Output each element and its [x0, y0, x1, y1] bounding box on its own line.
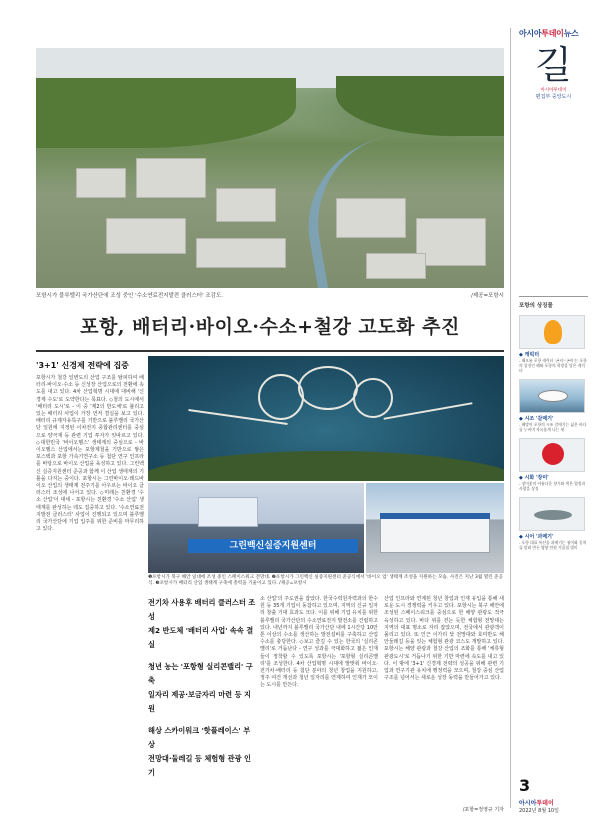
article-mid-body: 소 산업'의 주도권을 잡았다. 한국수력원자력과의 한수원 등 35개 기업이 동참하고 있으며, 지역의 신규 일자리 창출 기대 효과도 크다. 이를 위해 기업 유치를 위한 블루밸리 국가산단의 수소연료전지 발전소를 건립하고 있다. 내년까지 블루밸리 국가산단 내에 1시간당 10만톤 이상의 수소를 생산하는 발전설비를 구축하고 산업 수소를 충당한다. ◇보고 즐길 수 있는 한국의 '실리콘밸리'로 거듭난다 - 연구 성과를 극대화하고 젊은 인재들이 정착할 수 있도록 포항시는 '포항형 실리콘밸리'를 조성한다. 4차 산업혁명 시대에 발맞춰 바이오·전기차·배터리 등 첨단 분야의 청년 창업을 지원하고, 정주 여건 개선과 청년 일자리를 연계하여 인재가 모이는 도시를 만든다. — [260, 596, 378, 689]
mid-head-line: 일자리 제공·보금자리 마련 등 지원 — [148, 690, 252, 713]
hero-photo-hydrogen-cluster — [36, 48, 504, 288]
photo-battery-facility — [366, 483, 504, 573]
symbol-item — [519, 315, 588, 373]
symbol-title: ◆ 캐릭터 — [519, 352, 540, 358]
hero-caption-text: 포항시가 블루밸리 국가산단에 조성 중인 '수소연료전지발전 클러스터' 조감도. — [36, 293, 224, 299]
symbol-title: ◆ 시조 '갈매기' — [519, 416, 554, 422]
photo-space-walk — [148, 356, 504, 481]
fish-icon — [519, 497, 585, 531]
article-left-column — [36, 360, 144, 533]
mid-head-line: 전기차 사용후 배터리 클러스터 조성 — [148, 598, 256, 621]
article-byline: /포항=정영규 기자 — [462, 807, 504, 813]
article-subhead: '3+1' 신경제 전략에 집중 — [36, 361, 129, 370]
symbol-text: - 해오름 포항 캐릭터 '곤지'·'곤이'는 포항의 상징인 해와 포항의 희망을 담은 캐릭터 — [519, 358, 587, 373]
article-right-column — [384, 596, 504, 682]
photo-green-vaccine-ceremony — [148, 483, 364, 573]
river — [294, 125, 478, 288]
character-icon — [519, 315, 585, 349]
symbol-item — [519, 497, 588, 550]
symbol-text: - 해맞이 포항의 시조 갈매기는 넓은 바다를 누비며 자유롭게 나는 새 — [519, 422, 587, 432]
mid-head-line: 해상 스카이워크 '핫플레이스' 부상 — [148, 726, 251, 749]
footer-paper-accent: 투데이 — [536, 800, 554, 807]
lower-caption-credit: /제공=포항시 — [279, 581, 307, 586]
symbol-item — [519, 438, 588, 491]
hero-caption-credit: /제공=포항시 — [470, 293, 504, 299]
mid-head-line: 제2 반도체 '배터리 사업' 속속 결실 — [148, 626, 254, 649]
sidebar — [510, 28, 588, 814]
page-title: 포항, 배터리·바이오·수소+철강 고도화 추진 — [80, 316, 460, 338]
lower-photo-caption — [148, 575, 504, 589]
symbol-text: - 장미꽃의 아름다운 향기와 색은 열정과 사랑을 상징 — [519, 481, 586, 491]
footer-paper-main: 아시아 — [519, 800, 537, 807]
sidebar-slogan-sub: 편집부 중앙도시 — [535, 94, 572, 100]
paper-name-accent: 투데이 — [541, 29, 564, 38]
rose-icon — [519, 438, 585, 472]
symbol-text: - 포항 대표 특산물 과메기는 청어와 꽁치를 말려 만든 영양 만점 겨울철 별미 — [519, 540, 587, 550]
symbol-title: ◆ 시화 '장미' — [519, 475, 549, 481]
hero-caption — [36, 291, 504, 301]
symbol-title: ◆ 시어 '과메기' — [519, 534, 554, 540]
symbols-section-title: 포항의 상징물 — [519, 296, 588, 309]
symbol-item — [519, 379, 588, 432]
article-left-body: 포항시가 철강 일변도의 산업 구조를 탈피하여 배터리·바이오·수소 등 신성장 산업으로의 전환에 속도를 내고 있다. 4차 산업혁명 시대에 대비해 '신경제 수도'로 도약한다는 목표다. ◇철의 도시에서 '배터리 도시'로 - 이 중 '제2의 반도체'로 불리고 있는 배터리 사업이 가장 먼저 결실을 보고 있다. 배터리 규제자유특구를 기반으로 블루밸리 국가산단 일원에 지정된 이차전지 종합관리센터를 중심으로 양극재 등 관련 기업 투자가 잇따르고 있다. ◇대한민국 '바이오헬스' 생태계의 중심으로 - 바이오헬스 산업에서는 포항제철을 기반으로 쌓은 포스텍과 포항 가속기연구소 등 첨단 연구 인프라를 바탕으로 바이오 산업을 육성하고 있다. 그린백신 실증지원센터 준공과 함께 이 산업 생태계의 기틀을 다지는 중이다. 포항시는 그린바이오·레드바이오 산업의 생태계 전주기를 아우르는 바이오 클러스터 조성에 나서고 있다. ◇미래는 친환경 '수소 산업'이 대세 - 포항시는 친환경 '수소 산업' 생태계를 완성하는 데도 집중하고 있다. '수소연료전지발전 클러스터' 사업이 진행되고 있으며 블루밸리 국가산단에 기업 입주를 위한 준비를 마무리하고 있다. — [36, 375, 144, 533]
lower-caption-text: ❶포항시가 북구 해안 일대에 조성 중인 스페이스워크 전망대. ❷포항시가 그린백신 실증지원센터 준공식에서 '바이오 업' 생태계 조성을 지원하는 모습. 사진은 지난 3월 열린 준공식. ❸포항시가 배터리 산업 생태계 구축에 총력을 기울이고 있다. — [148, 575, 503, 586]
article-mid-column — [260, 596, 378, 690]
paper-logo — [519, 28, 588, 39]
issue-date: 2022년 8월 10일 — [519, 808, 559, 814]
article-mid-headlines — [148, 596, 256, 780]
mid-head-line: 청년 농는 '포항형 실리콘밸리' 구축 — [148, 662, 253, 685]
seagull-icon — [519, 379, 585, 413]
sidebar-slogan: 아시아투데이 — [540, 88, 567, 93]
paper-name-tail: 뉴스 — [563, 29, 579, 38]
calligraphy-title: 길 — [535, 43, 572, 87]
article-right-body: 산업 인프라와 연계된 청년 창업과 인재 유입을 통해 새로운 도시 경쟁력을 키우고 있다. 포항시는 북구 해안에 조성된 스페이스워크를 중심으로 한 해양 관광도 적극 육성하고 있다. 바다 위를 걷는 듯한 체험형 전망대는 지역의 대표 명소로 자리 잡았으며, 전국에서 관광객이 몰리고 있다. 또 인근 이가리 닻 전망대와 호미반도 해안둘레길 등을 잇는 체험형 관광 코스도 개발하고 있다. 포항시는 해양 관광과 철강 산업의 조화를 통해 '체류형 관광도시'로 거듭나기 위한 기반 마련에 속도를 내고 있다. 이 밖에 '3+1' 신경제 전략의 성공을 위해 관련 기업과 연구기관 유치에 행정력을 모으며, 철강 중심 산업 구조를 넘어서는 새로운 성장 동력을 만들어가고 있다. — [384, 596, 504, 682]
headline-divider — [36, 350, 504, 352]
mid-head-line: 전망대·둘레길 등 체험형 관광 인기 — [148, 754, 252, 777]
paper-name-main: 아시아 — [519, 29, 542, 38]
ceremony-banner: 그린백신실증지원센터 — [188, 539, 358, 553]
footer-paper-logo — [519, 798, 554, 807]
page-number: 3 — [519, 776, 531, 795]
